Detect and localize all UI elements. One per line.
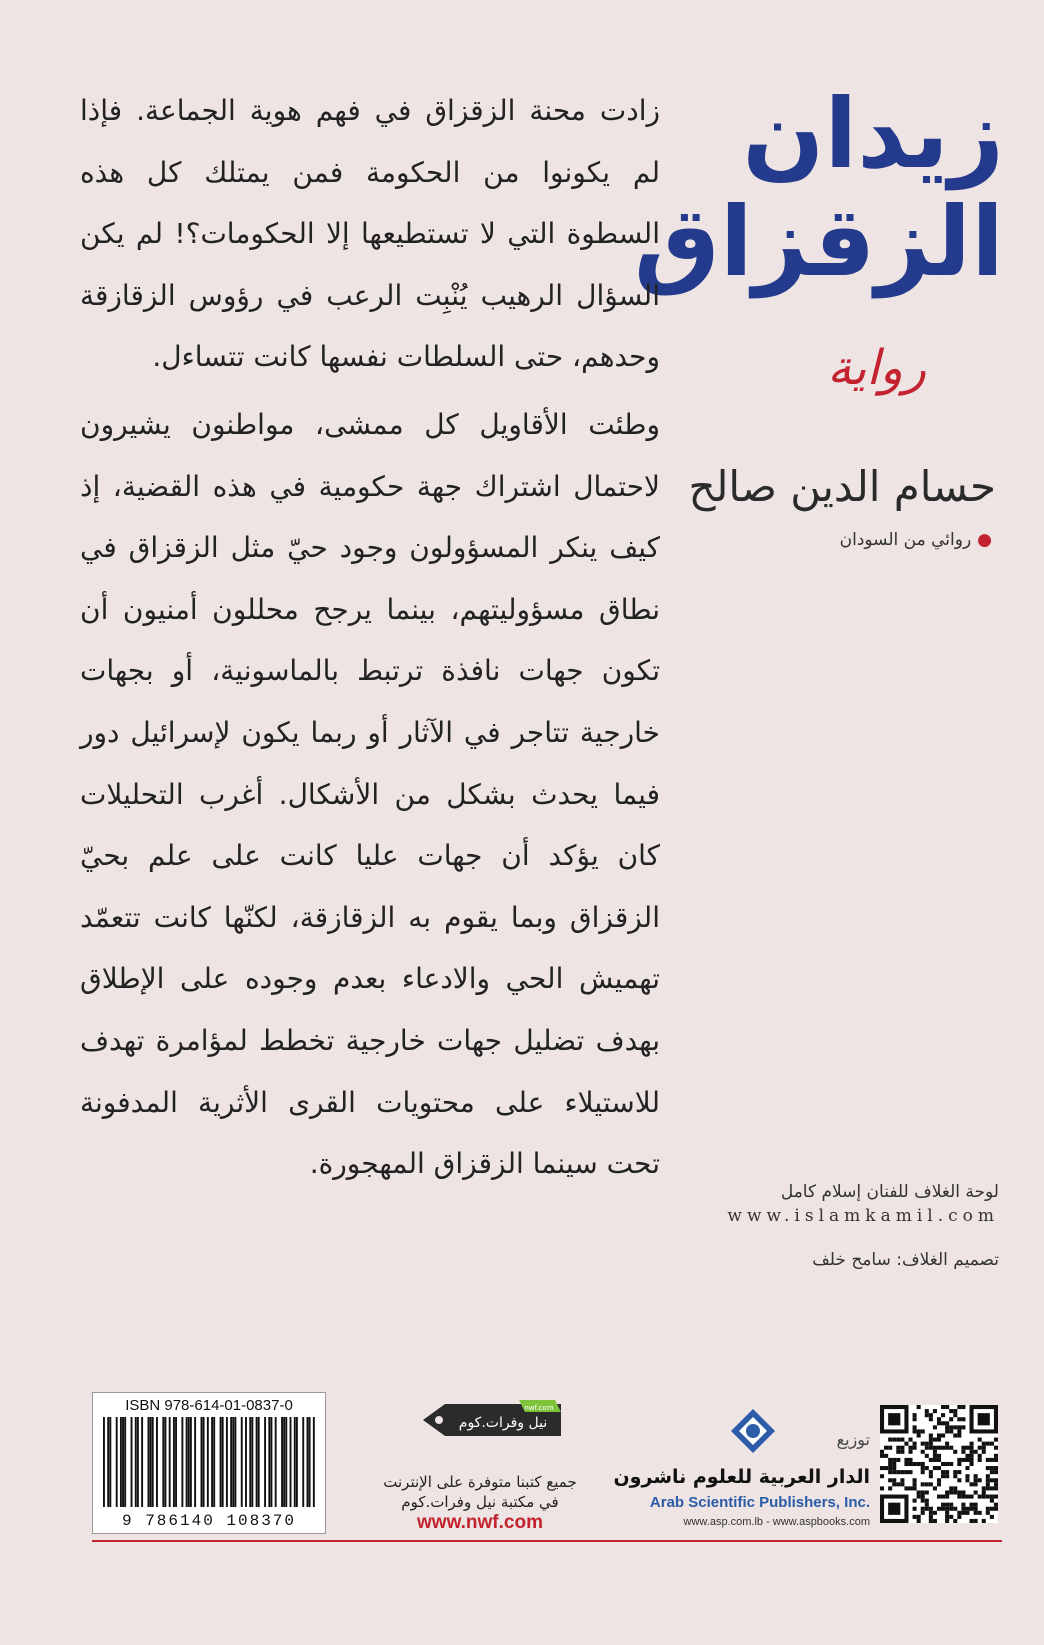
author-name: حسام الدين صالح (688, 462, 996, 511)
publisher-name-arabic: الدار العربية للعلوم ناشرون (613, 1466, 870, 1488)
book-title-line-1: زيدان (742, 78, 1004, 190)
synopsis-paragraph-1: زادت محنة الزقزاق في فهم هوية الجماعة. فإذا لم يكونوا من الحكومة فمن يمتلك كل هذه السطوة التي لا تستطيعها إلا الحكومات؟! لم يكن السؤال الرهيب يُنْبِت الرعب في رؤوس الزقازقة وحدهم، حتى السلطات نفسها كانت تتساءل. (80, 94, 660, 374)
genre-label: رواية (827, 340, 926, 396)
online-store-promo (355, 1398, 605, 1538)
distribution-label: توزيع (836, 1430, 870, 1449)
publisher-block (613, 1410, 870, 1540)
price-tag-icon (415, 1398, 565, 1442)
synopsis (80, 80, 660, 1201)
painting-credit: لوحة الغلاف للفنان إسلام كامل (780, 1182, 999, 1202)
book-title (634, 78, 1004, 298)
artist-website: www.islamkamil.com (727, 1206, 999, 1226)
book-title-line-2: الزقزاق (634, 186, 1004, 298)
design-credit: تصميم الغلاف: سامح خلف (812, 1250, 999, 1270)
store-line-1: جميع كتبنا متوفرة على الإنترنت (383, 1473, 577, 1491)
barcode-icon (103, 1417, 315, 1507)
author-note-text: روائي من السودان (839, 530, 972, 550)
qr-code-icon (880, 1405, 998, 1523)
bottom-divider (92, 1540, 1002, 1542)
store-line-2: في مكتبة نيل وفرات.كوم (401, 1493, 559, 1511)
author-note (840, 530, 992, 550)
synopsis-paragraph-2: وطئت الأقاويل كل ممشى، مواطنون يشيرون لاحتمال اشتراك جهة حكومية في هذه القضية، إذ كيف ينكر المسؤولون وجود حيّ مثل الزقزاق في نطاق مسؤوليتهم، بينما يرجح محللون أمنيون أن تكون جهات نافذة ترتبط بالماسونية، أو بجهات خارجية تتاجر في الآثار أو ربما يكون لإسرائيل دور فيما يحدث بشكل من الأشكال. أغرب التحليلات كان يؤكد أن جهات عليا كانت على علم بحيّ الزقزاق وبما يقوم به الزقازقة، لكنّها كانت تتعمّد تهميش الحي والادعاء بعدم وجوده على الإطلاق بهدف تضليل جهات خارجية تخطط لمؤامرة تهدف للاستيلاء على محتويات القرى الأثرية المدفونة تحت سينما الزقزاق المهجورة. (80, 407, 660, 1181)
isbn-barcode (92, 1392, 326, 1534)
publisher-logo-icon (730, 1408, 776, 1454)
store-tag-top: nwf.com (524, 1404, 554, 1412)
store-url: www.nwf.com (417, 1512, 543, 1533)
cover-credits (679, 1180, 999, 1272)
barcode-digits: 9 786140 108370 (121, 1512, 297, 1530)
publisher-websites: www.asp.com.lb - www.aspbooks.com (683, 1516, 870, 1528)
publisher-name-english: Arab Scientific Publishers, Inc. (649, 1494, 870, 1511)
bullet-icon: ● (977, 530, 992, 550)
isbn-number: ISBN 978-614-01-0837-0 (125, 1397, 293, 1414)
store-tag-label: نيل وفرات.كوم (458, 1415, 548, 1431)
